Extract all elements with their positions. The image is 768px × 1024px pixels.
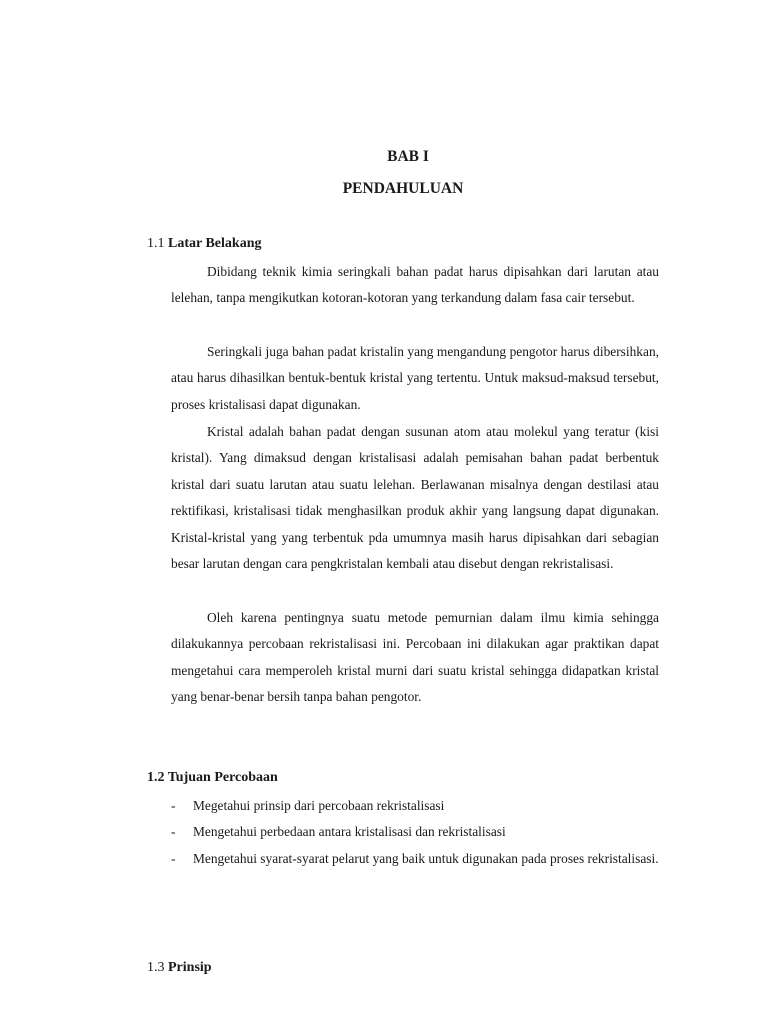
list-item-text: Mengetahui syarat-syarat pelarut yang baik untuk digunakan pada proses rekristalisasi. xyxy=(193,850,659,866)
chapter-number: BAB I xyxy=(387,148,429,165)
list-item xyxy=(171,846,659,872)
section-heading-background xyxy=(147,236,261,252)
section-number: 1.1 xyxy=(147,236,165,251)
paragraph: Oleh karena pentingnya suatu metode pemurnian dalam ilmu kimia sehingga dilakukannya percobaan rekristalisasi ini. Percobaan ini dilakukan agar praktikan dapat mengetahui cara memperoleh kristal murni dari suatu kristal sehingga didapatkan kristal yang benar-benar bersih tanpa bahan pengotor. xyxy=(171,610,659,705)
bullet-dash: - xyxy=(171,798,176,813)
paragraph: Kristal adalah bahan padat dengan susunan atom atau molekul yang teratur (kisi kristal). Yang dimaksud dengan kristalisasi adalah pemisahan bahan padat berbentuk kristal dari suatu larutan atau suatu lelehan. Berlawanan misalnya dengan destilasi atau rektifikasi, kristalisasi tidak menghasilkan produk akhir yang langsung dapat digunakan. Kristal-kristal yang yang terbentuk pda umumnya masih harus dipisahkan dari sebagian besar larutan dengan cara pengkristalan kembali atau disebut dengan rekristalisasi. xyxy=(171,424,659,572)
list-item xyxy=(171,819,659,845)
list-item-text: Megetahui prinsip dari percobaan rekristalisasi xyxy=(193,798,445,813)
section-heading-objectives xyxy=(147,770,278,786)
objectives-list xyxy=(171,793,659,872)
paragraph: Seringkali juga bahan padat kristalin yang mengandung pengotor harus dibersihkan, atau harus dihasilkan bentuk-bentuk kristal yang tertentu. Untuk maksud-maksud tersebut, proses kristalisasi dapat digunakan. xyxy=(171,344,659,412)
section-title: Latar Belakang xyxy=(168,236,262,251)
section-title: Prinsip xyxy=(168,960,212,975)
section-number: 1.3 xyxy=(147,960,165,975)
bullet-dash: - xyxy=(171,824,176,840)
section-number: 1.2 xyxy=(147,770,165,785)
chapter-title: PENDAHULUAN xyxy=(342,180,464,197)
paragraph: Dibidang teknik kimia seringkali bahan padat harus dipisahkan dari larutan atau lelehan, tanpa mengikutkan kotoran-kotoran yang terkandung dalam fasa cair tersebut. xyxy=(171,264,659,306)
bullet-dash: - xyxy=(171,850,176,866)
list-item xyxy=(171,793,659,819)
section-heading-principle xyxy=(147,960,212,976)
list-item-text: Mengetahui perbedaan antara kristalisasi dan rekristalisasi xyxy=(193,824,506,840)
section-title: Tujuan Percobaan xyxy=(167,770,278,785)
